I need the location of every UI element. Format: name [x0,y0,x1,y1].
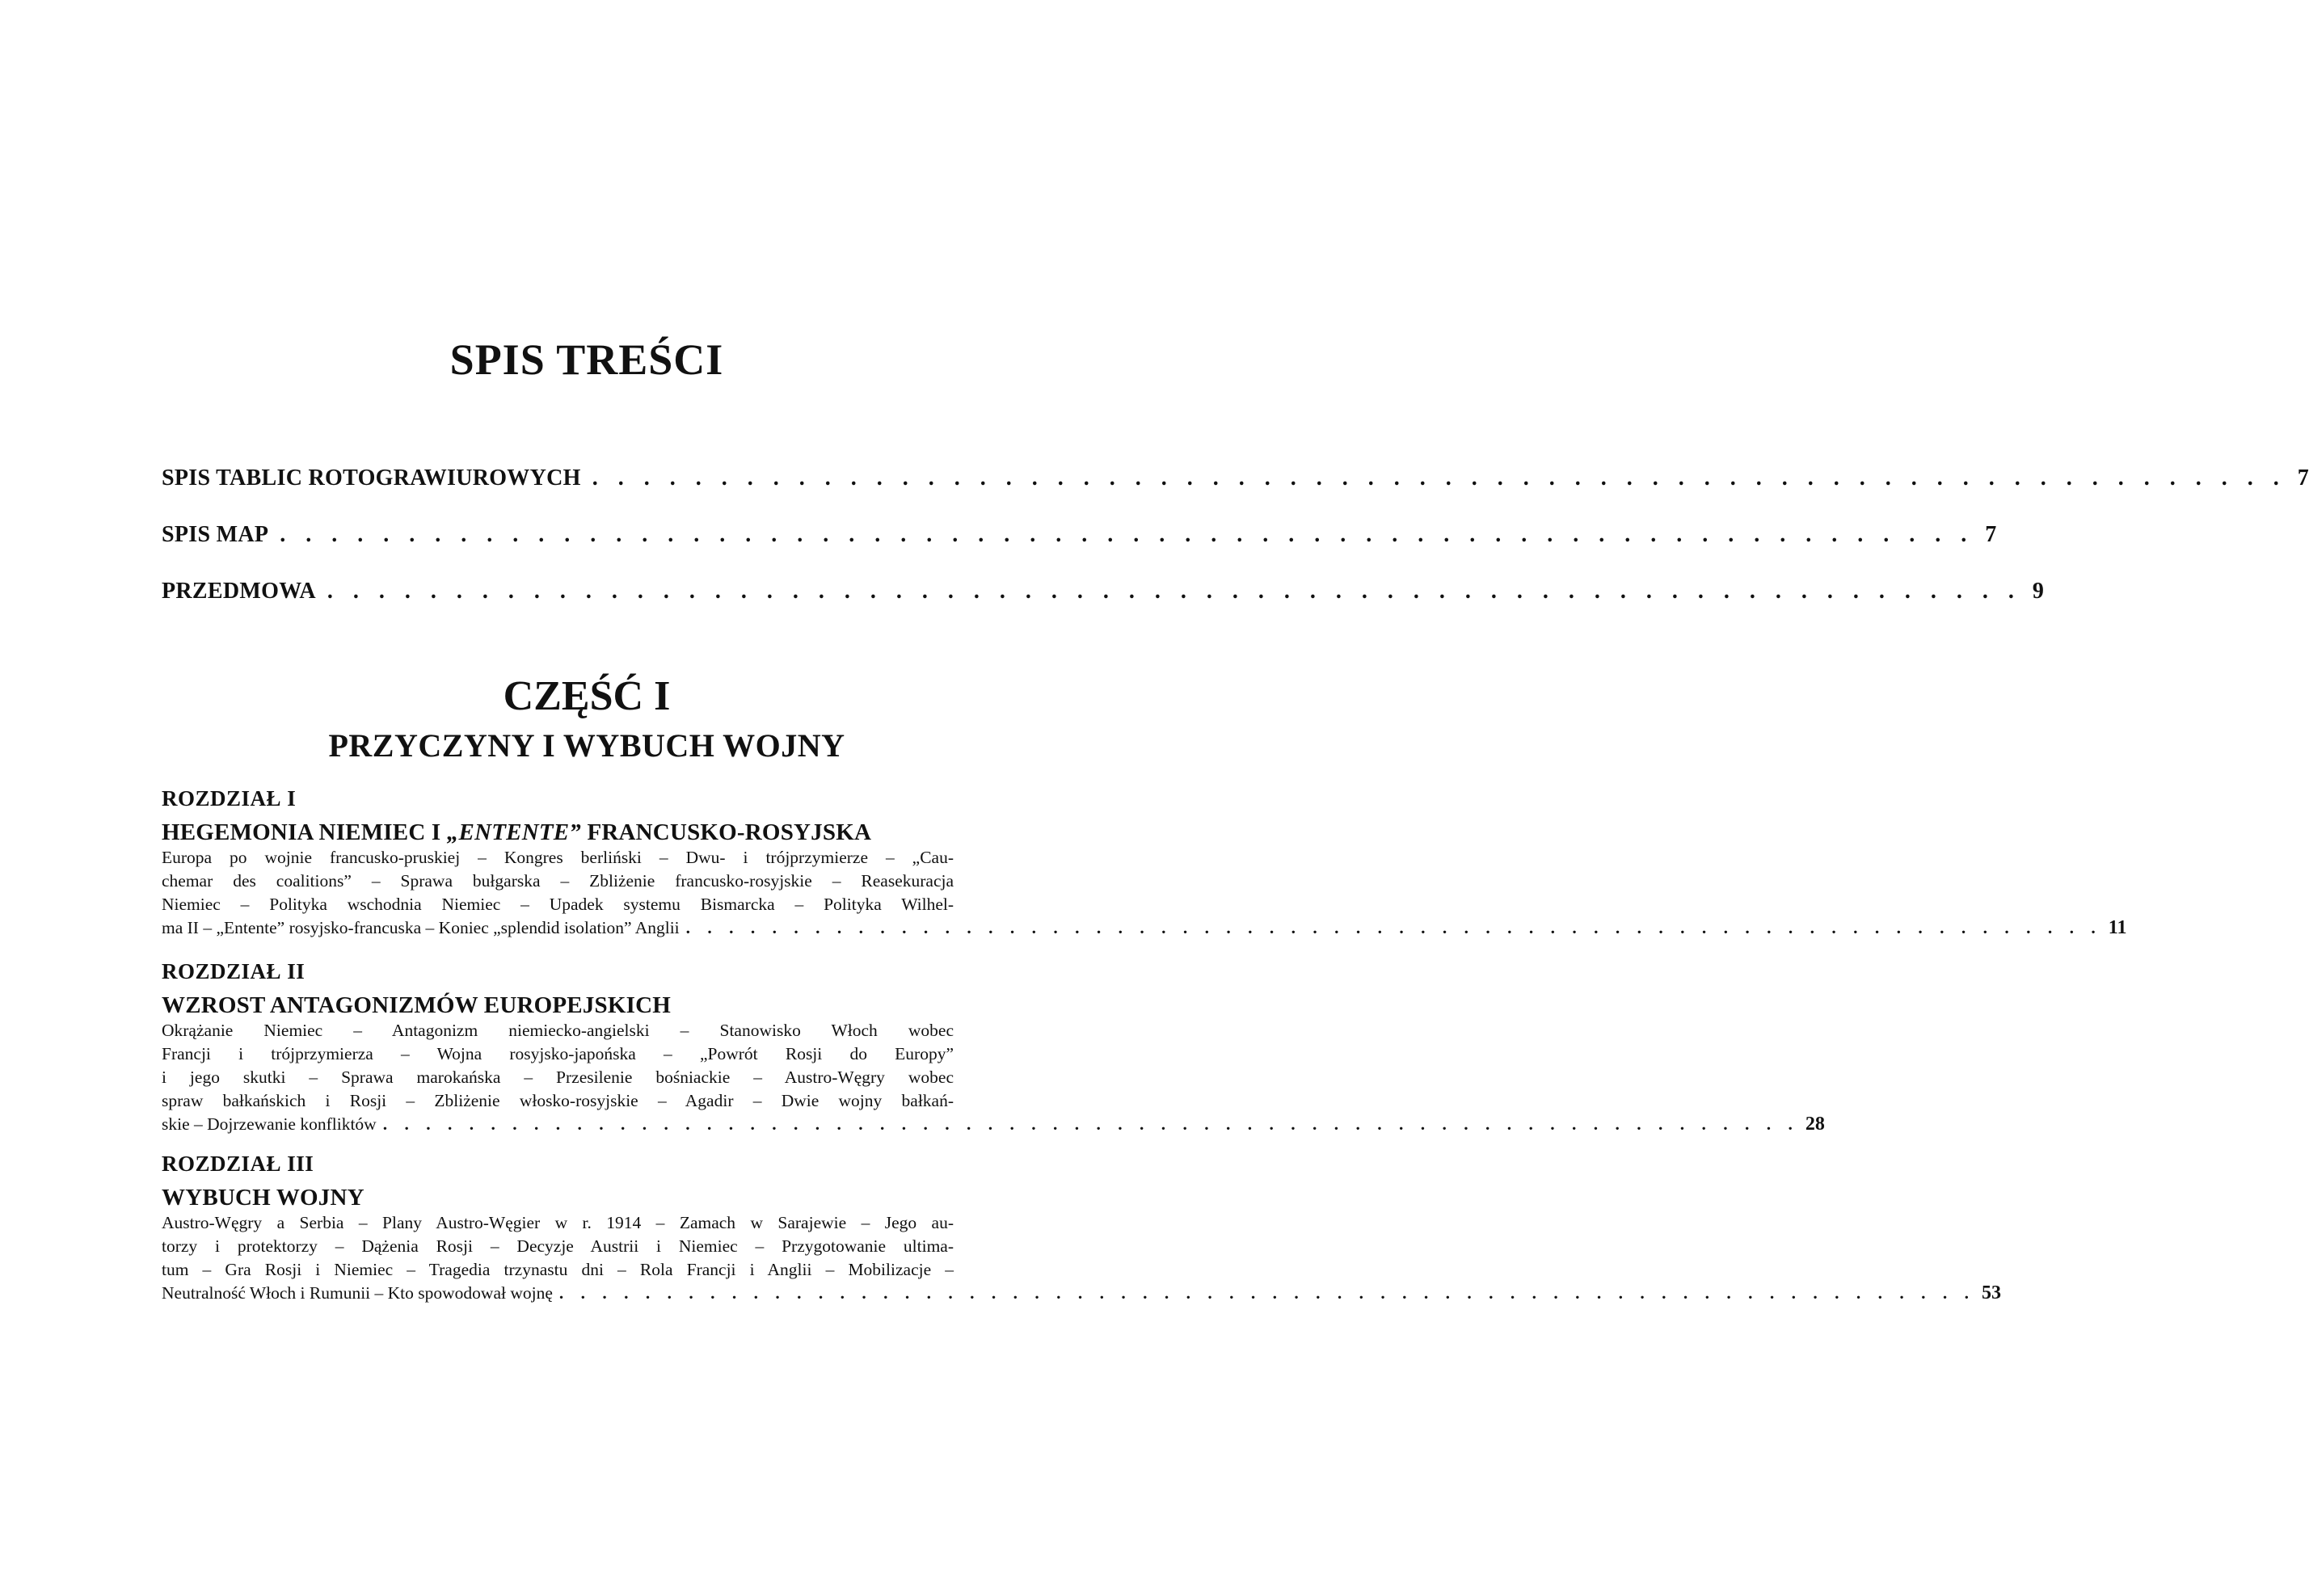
part-subtitle: PRZYCZYNY I WYBUCH WOJNY [328,727,845,764]
summary-line: Francji i trójprzymierza – Wojna rosyjsko-japońska – „Powrót Rosji do Europy” [162,1044,954,1063]
chapter-page: 53 [1982,1282,2002,1303]
leader-dots: . . . . . . . . . . . . . . . . . . . . . . . . . . . . . . . . . . . . . . . . . . . . . . . . . . . . . . . . . . . . . . . . . . [382,1114,1799,1134]
summary-line: Okrążanie Niemiec – Antagonizm niemiecko-angielski – Stanowisko Włoch wobec [162,1021,954,1040]
summary-line: spraw bałkańskich i Rosji – Zbliżenie włosko-rosyjskie – Agadir – Dwie wojny bałkań- [162,1091,954,1110]
leader-dots: . . . . . . . . . . . . . . . . . . . . . . . . . . . . . . . . . . . . . . . . . . . . . . . . . . . . . . . . . . . . . . . . . . [280,522,1974,547]
toc-entry-page: 7 [2297,465,2309,491]
toc-entry-plates[interactable] [162,465,2309,522]
toc-entry-page: 9 [2032,579,2045,604]
summary-line-last: ma II – „Entente” rosyjsko-francuska – Koniec „splendid isolation” Anglii . . . . . . . . . . . . . . . . . . . . . . . . . . . . . . . . . . . . . . . . . . . . . . . . . . . . . . . . . . . . . . . . . . 11 [162,917,2127,938]
chapter-3[interactable] [162,1150,2002,1305]
summary-line: Europa po wojnie francusko-pruskiej – Kongres berliński – Dwu- i trójprzymierze – „Cau- [162,848,954,867]
toc-entry-preface[interactable] [162,579,2045,635]
summary-line: Austro-Węgry a Serbia – Plany Austro-Węgier w r. 1914 – Zamach w Sarajewie – Jego au- [162,1213,954,1232]
chapter-page: 11 [2108,917,2127,938]
summary-line: tum – Gra Rosji i Niemiec – Tragedia trzynastu dni – Rola Francji i Anglii – Mobilizacje – [162,1260,954,1279]
leader-dots: . . . . . . . . . . . . . . . . . . . . . . . . . . . . . . . . . . . . . . . . . . . . . . . . . . . . . . . . . . . . . . . . . . [592,465,2286,491]
chapter-summary [162,1019,1825,1136]
summary-line: chemar des coalitions” – Sprawa bułgarska – Zbliżenie francusko-rosyjskie – Reasekuracja [162,871,954,891]
summary-line: Niemiec – Polityka wschodnia Niemiec – Upadek systemu Bismarcka – Polityka Wilhel- [162,895,954,914]
chapter-number: ROZDZIAŁ II [162,959,305,983]
chapter-2[interactable] [162,958,1825,1136]
page-title: SPIS TREŚCI [449,335,724,384]
leader-dots: . . . . . . . . . . . . . . . . . . . . . . . . . . . . . . . . . . . . . . . . . . . . . . . . . . . . . . . . . . . . . . . . . . [685,918,2102,937]
chapter-title: HEGEMONIA NIEMIEC I „ENTENTE” FRANCUSKO-ROSYJSKA [162,819,872,845]
chapter-number: ROZDZIAŁ III [162,1152,314,1176]
chapter-title: WYBUCH WOJNY [162,1185,364,1211]
chapter-page: 28 [1805,1114,1825,1135]
part-title: CZĘŚĆ I [503,673,671,719]
toc-entry-label: PRZEDMOWA [162,579,316,604]
chapter-title: WZROST ANTAGONIZMÓW EUROPEJSKICH [162,992,672,1018]
summary-line: torzy i protektorzy – Dążenia Rosji – Decyzje Austrii i Niemiec – Przygotowanie ultima- [162,1236,954,1256]
chapter-number: ROZDZIAŁ I [162,786,297,811]
toc-page [162,0,2309,1596]
summary-line: i jego skutki – Sprawa marokańska – Przesilenie bośniackie – Austro-Węgry wobec [162,1068,954,1087]
toc-entry-label: SPIS MAP [162,522,269,547]
leader-dots: . . . . . . . . . . . . . . . . . . . . . . . . . . . . . . . . . . . . . . . . . . . . . . . . . . . . . . . . . . . . . . . . . . [558,1283,1976,1303]
chapter-summary [162,846,2127,940]
summary-line-last: Neutralność Włoch i Rumunii – Kto spowodował wojnę . . . . . . . . . . . . . . . . . . . . . . . . . . . . . . . . . . . . . . . . . . . . . . . . . . . . . . . . . . . . . . . . . . 53 [162,1282,2002,1303]
leader-dots: . . . . . . . . . . . . . . . . . . . . . . . . . . . . . . . . . . . . . . . . . . . . . . . . . . . . . . . . . . . . . . . . . . [327,579,2021,604]
toc-entry-page: 7 [1985,522,1997,547]
toc-entry-maps[interactable] [162,522,1997,579]
chapter-summary [162,1211,2002,1305]
summary-line-last: skie – Dojrzewanie konfliktów . . . . . . . . . . . . . . . . . . . . . . . . . . . . . . . . . . . . . . . . . . . . . . . . . . . . . . . . . . . . . . . . . . 28 [162,1114,1825,1135]
front-matter-list [162,465,2309,635]
toc-entry-label: SPIS TABLIC ROTOGRAWIUROWYCH [162,465,581,491]
chapter-1[interactable] [162,785,2127,940]
